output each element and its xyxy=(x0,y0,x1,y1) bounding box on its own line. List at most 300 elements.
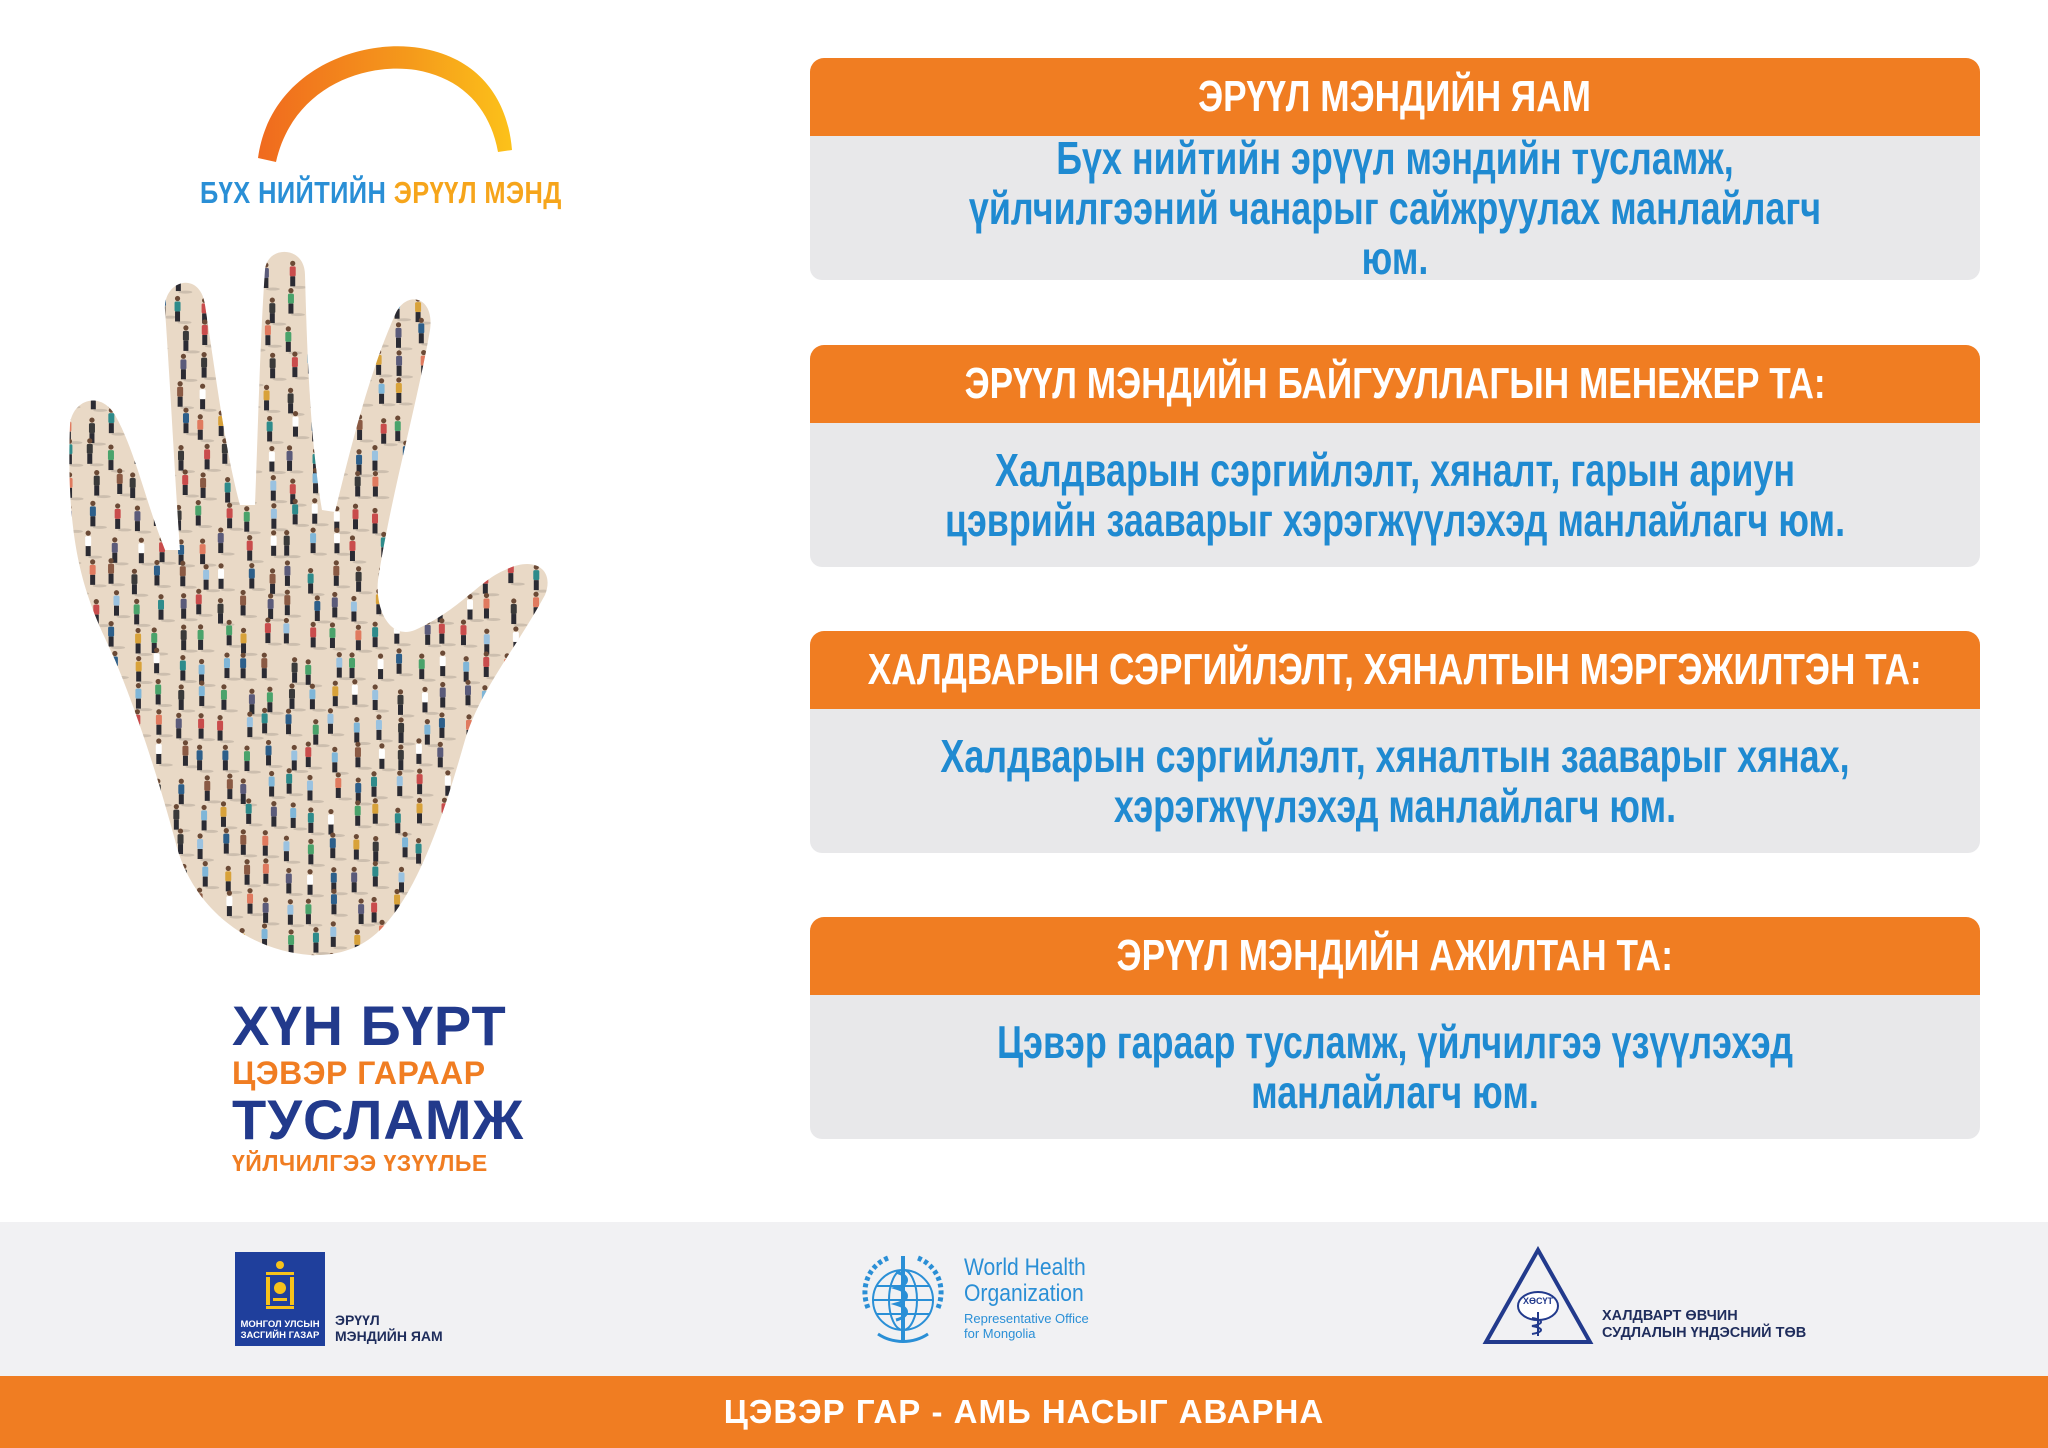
person-figure xyxy=(422,381,439,409)
card-body xyxy=(810,995,1980,1139)
person-figure xyxy=(685,778,702,806)
person-figure xyxy=(551,538,568,566)
person-figure xyxy=(114,955,131,960)
person-figure xyxy=(547,505,564,533)
person-figure xyxy=(658,439,675,467)
person-figure xyxy=(530,263,547,291)
person-figure xyxy=(444,323,461,351)
person-figure xyxy=(572,776,589,804)
person-figure xyxy=(488,504,505,532)
person-figure xyxy=(465,768,482,796)
person-figure xyxy=(643,807,660,835)
person-figure xyxy=(218,410,235,438)
person-figure xyxy=(556,386,573,414)
person-figure xyxy=(489,893,506,921)
person-figure xyxy=(534,714,551,742)
ministry-name-line2: МЭНДИЙН ЯАМ xyxy=(335,1328,443,1344)
person-figure xyxy=(658,412,675,440)
person-figure xyxy=(222,438,239,466)
person-figure xyxy=(658,384,675,412)
person-figure xyxy=(658,710,675,738)
person-figure xyxy=(616,355,633,383)
person-figure xyxy=(665,502,682,530)
card-text: Халдварын сэргийлэлт, хяналтын зааварыг хянах, хэрэгжүүлэхэд манлайлагч юм. xyxy=(940,730,1850,832)
person-figure xyxy=(529,477,546,505)
person-figure xyxy=(159,449,176,477)
person-figure xyxy=(376,954,393,960)
person-figure xyxy=(600,539,617,567)
person-figure xyxy=(637,887,654,915)
person-figure xyxy=(511,951,528,960)
person-figure xyxy=(573,653,590,681)
person-figure xyxy=(107,833,124,861)
person-figure xyxy=(423,953,440,960)
person-figure xyxy=(615,718,632,746)
person-figure xyxy=(642,717,659,745)
person-figure xyxy=(152,381,169,409)
person-figure xyxy=(636,685,653,713)
person-figure xyxy=(132,746,149,774)
person-figure xyxy=(484,476,501,504)
person-figure xyxy=(663,648,680,676)
person-figure xyxy=(645,470,662,498)
person-figure xyxy=(577,625,594,653)
partner-ministry-of-health xyxy=(235,1252,443,1346)
person-figure xyxy=(504,351,521,379)
person-figure xyxy=(599,802,616,830)
person-figure xyxy=(552,716,569,744)
person-figure xyxy=(525,324,542,352)
person-figure xyxy=(483,839,500,867)
person-figure xyxy=(71,897,88,925)
mongolia-government-emblem xyxy=(235,1252,325,1346)
person-figure xyxy=(666,950,683,960)
person-figure xyxy=(708,770,720,798)
person-figure xyxy=(623,269,640,297)
person-figure xyxy=(621,678,638,706)
person-figure xyxy=(598,956,615,960)
nccd-name xyxy=(1602,1308,1806,1342)
person-figure xyxy=(569,597,586,625)
person-figure xyxy=(402,263,419,291)
person-figure xyxy=(571,473,588,501)
person-figure xyxy=(240,413,257,441)
info-card-health-worker xyxy=(810,917,1980,1139)
person-figure xyxy=(640,652,657,680)
who-name-line1: World Health xyxy=(964,1254,1086,1281)
person-figure xyxy=(513,740,530,768)
person-figure xyxy=(701,440,718,468)
person-figure xyxy=(643,442,660,470)
person-figure xyxy=(703,349,720,377)
card-header xyxy=(810,345,1980,423)
person-figure xyxy=(661,293,678,321)
person-figure xyxy=(504,528,521,556)
person-figure xyxy=(664,893,681,921)
person-figure xyxy=(91,325,108,353)
person-figure xyxy=(489,447,506,475)
person-figure xyxy=(136,861,153,889)
person-figure xyxy=(666,680,683,708)
person-figure xyxy=(485,288,502,316)
person-figure xyxy=(422,469,439,497)
card-title: ЭРҮҮЛ МЭНДИЙН АЖИЛТАН ТА: xyxy=(1116,931,1674,980)
person-figure xyxy=(68,264,85,292)
person-figure xyxy=(526,446,543,474)
person-figure xyxy=(310,954,327,960)
person-figure xyxy=(681,409,698,437)
person-figure xyxy=(89,864,106,892)
person-figure xyxy=(314,325,331,353)
who-name-line2: Organization xyxy=(964,1280,1084,1307)
person-figure xyxy=(687,798,704,826)
person-figure xyxy=(685,619,702,647)
person-figure xyxy=(532,359,549,387)
person-figure xyxy=(483,322,500,350)
person-figure xyxy=(329,953,346,960)
person-figure xyxy=(709,739,720,767)
person-figure xyxy=(596,479,613,507)
person-figure xyxy=(636,862,653,890)
person-figure xyxy=(681,568,698,596)
person-figure xyxy=(556,768,573,796)
person-figure xyxy=(491,919,508,947)
person-figure xyxy=(218,269,235,297)
person-figure xyxy=(706,654,720,682)
person-figure xyxy=(645,595,662,623)
person-figure xyxy=(621,620,638,648)
ministry-name-line1: ЭРҮҮЛ xyxy=(335,1312,380,1328)
person-figure xyxy=(601,628,618,656)
person-figure xyxy=(708,261,720,289)
person-figure xyxy=(90,712,107,740)
person-figure xyxy=(423,411,440,439)
person-figure xyxy=(711,867,720,895)
person-figure xyxy=(704,828,720,856)
person-figure xyxy=(595,776,612,804)
person-figure xyxy=(420,508,437,536)
person-figure xyxy=(572,537,589,565)
person-figure xyxy=(710,596,720,624)
person-figure xyxy=(549,347,566,375)
person-figure xyxy=(67,318,84,346)
person-figure xyxy=(108,747,125,775)
person-figure xyxy=(511,775,528,803)
person-figure xyxy=(550,320,567,348)
person-figure xyxy=(218,352,235,380)
person-figure xyxy=(597,678,614,706)
person-figure xyxy=(466,748,483,776)
person-figure xyxy=(447,898,464,926)
person-figure xyxy=(527,679,544,707)
person-figure xyxy=(591,595,608,623)
person-figure xyxy=(482,685,499,713)
campaign-logo xyxy=(190,30,590,220)
person-figure xyxy=(328,411,345,439)
person-figure xyxy=(176,952,193,960)
person-figure xyxy=(636,748,653,776)
person-figure xyxy=(86,626,103,654)
person-figure xyxy=(64,833,81,861)
person-figure xyxy=(553,558,570,586)
person-figure xyxy=(484,417,501,445)
person-figure xyxy=(108,798,125,826)
person-figure xyxy=(379,920,396,948)
person-figure xyxy=(153,500,170,528)
person-figure xyxy=(618,745,635,773)
person-figure xyxy=(466,714,483,742)
person-figure xyxy=(577,896,594,924)
person-figure xyxy=(617,920,634,948)
person-figure xyxy=(551,862,568,890)
person-figure xyxy=(330,359,347,387)
person-figure xyxy=(488,798,505,826)
person-figure xyxy=(510,862,527,890)
person-figure xyxy=(598,503,615,531)
person-figure xyxy=(576,927,593,955)
footer-slogan: ЦЭВЭР ГАР - АМЬ НАСЫГ АВАРНА xyxy=(723,1393,1325,1430)
person-figure xyxy=(73,866,90,894)
person-figure xyxy=(504,326,521,354)
person-figure xyxy=(403,441,420,469)
person-figure xyxy=(664,324,681,352)
person-figure xyxy=(636,559,653,587)
person-figure xyxy=(600,329,617,357)
soyombo-icon xyxy=(263,1260,297,1310)
person-figure xyxy=(621,831,638,859)
person-figure xyxy=(548,959,565,960)
person-figure xyxy=(533,862,550,890)
person-figure xyxy=(504,893,521,921)
person-figure xyxy=(442,861,459,889)
person-figure xyxy=(65,625,82,653)
person-figure xyxy=(509,509,526,537)
person-figure xyxy=(437,836,454,864)
card-text: Халдварын сэргийлэлт, хяналт, гарын ариун цэврийн зааварыг хэрэгжүүлэхэд манлайлагч юм. xyxy=(944,444,1846,546)
person-figure xyxy=(459,387,476,415)
rainbow-arc-icon xyxy=(240,30,530,170)
person-figure xyxy=(621,419,638,447)
person-figure xyxy=(636,924,653,952)
person-figure xyxy=(130,770,147,798)
person-figure xyxy=(69,597,86,625)
slogan-line-4: ҮЙЛЧИЛГЭЭ ҮЗҮҮЛЬЕ xyxy=(232,1150,488,1176)
slogan-line-2: ЦЭВЭР ГАРААР xyxy=(232,1055,486,1091)
person-figure xyxy=(350,289,367,317)
person-figure xyxy=(397,567,414,595)
person-figure xyxy=(63,800,80,828)
person-figure xyxy=(94,894,111,922)
partner-logos-band xyxy=(0,1222,2048,1378)
person-figure xyxy=(108,382,125,410)
person-figure xyxy=(109,773,126,801)
person-figure xyxy=(577,417,594,445)
person-figure xyxy=(533,536,550,564)
person-figure xyxy=(640,299,657,327)
person-figure xyxy=(112,298,129,326)
person-figure xyxy=(459,353,476,381)
person-figure xyxy=(532,414,549,442)
person-figure xyxy=(686,897,703,925)
person-figure xyxy=(555,620,572,648)
person-figure xyxy=(225,289,242,317)
person-figure xyxy=(88,769,105,797)
person-figure xyxy=(441,539,458,567)
person-figure xyxy=(618,298,635,326)
person-figure xyxy=(244,380,261,408)
person-figure xyxy=(554,589,571,617)
person-figure xyxy=(442,798,459,826)
person-figure xyxy=(91,349,108,377)
person-figure xyxy=(682,951,699,960)
person-figure xyxy=(350,959,367,960)
person-figure xyxy=(687,298,704,326)
nccd-name-line1: ХАЛДВАРТ ӨВЧИН xyxy=(1602,1308,1738,1324)
person-figure xyxy=(130,379,147,407)
person-figure xyxy=(618,569,635,597)
person-figure xyxy=(554,895,571,923)
person-figure xyxy=(571,568,588,596)
person-figure xyxy=(641,352,658,380)
person-figure xyxy=(704,620,720,648)
person-figure xyxy=(622,503,639,531)
person-figure xyxy=(557,828,574,856)
partner-nccd xyxy=(1482,1246,1806,1346)
person-figure xyxy=(595,864,612,892)
person-figure xyxy=(660,779,677,807)
hand-illustration xyxy=(60,250,720,960)
info-card-ministry xyxy=(810,58,1980,284)
person-figure xyxy=(513,261,530,289)
person-figure xyxy=(158,929,175,957)
person-figure xyxy=(617,649,634,677)
person-figure xyxy=(592,441,609,469)
person-figure xyxy=(88,652,105,680)
person-figure xyxy=(134,438,151,466)
person-figure xyxy=(687,869,704,897)
person-figure xyxy=(535,892,552,920)
who-sub-line1: Representative Office xyxy=(964,1311,1089,1326)
person-figure xyxy=(598,923,615,951)
person-figure xyxy=(442,477,459,505)
person-figure xyxy=(481,355,498,383)
person-figure xyxy=(444,259,461,287)
person-figure xyxy=(468,860,485,888)
person-figure xyxy=(635,948,652,960)
person-figure xyxy=(620,770,637,798)
person-figure xyxy=(87,263,104,291)
person-figure xyxy=(574,799,591,827)
person-figure xyxy=(703,380,720,408)
person-figure xyxy=(89,747,106,775)
person-figure xyxy=(679,389,696,417)
person-figure xyxy=(709,469,720,497)
person-figure xyxy=(619,899,636,927)
person-figure xyxy=(662,538,679,566)
person-figure xyxy=(511,410,528,438)
person-figure xyxy=(222,321,239,349)
who-name xyxy=(964,1255,1102,1341)
person-figure xyxy=(152,352,169,380)
person-figure xyxy=(508,923,525,951)
person-figure xyxy=(315,263,332,291)
person-figure xyxy=(70,653,87,681)
person-figure xyxy=(705,508,720,536)
person-figure xyxy=(576,832,593,860)
card-text: Бүх нийтийн эрүүл мэндийн тусламж, үйлчилгээний чанарыг сайжруулах манлайлагч юм. xyxy=(968,132,1822,284)
info-card-manager xyxy=(810,345,1980,567)
person-figure xyxy=(466,295,483,323)
person-figure xyxy=(465,470,482,498)
person-figure xyxy=(136,954,153,960)
person-figure xyxy=(418,929,435,957)
person-figure xyxy=(660,806,677,834)
person-figure xyxy=(597,358,614,386)
person-figure xyxy=(490,530,507,558)
person-figure xyxy=(504,477,521,505)
person-figure xyxy=(572,506,589,534)
person-figure xyxy=(709,708,720,736)
card-body xyxy=(810,132,1980,284)
person-figure xyxy=(597,888,614,916)
person-figure xyxy=(548,447,565,475)
person-figure xyxy=(657,477,674,505)
person-figure xyxy=(201,263,218,291)
person-figure xyxy=(288,959,305,960)
person-figure xyxy=(464,889,481,917)
person-figure xyxy=(92,833,109,861)
person-figure xyxy=(89,688,106,716)
person-figure xyxy=(357,262,374,290)
person-figure xyxy=(636,320,653,348)
person-figure xyxy=(708,687,720,715)
person-figure xyxy=(504,653,521,681)
person-figure xyxy=(402,534,419,562)
person-figure xyxy=(574,717,591,745)
person-figure xyxy=(115,327,132,355)
person-figure xyxy=(200,925,217,953)
card-header xyxy=(810,631,1980,709)
person-figure xyxy=(635,835,652,863)
person-figure xyxy=(528,801,545,829)
person-figure xyxy=(594,707,611,735)
person-figure xyxy=(683,528,700,556)
person-figure xyxy=(528,288,545,316)
person-figure xyxy=(108,923,125,951)
person-figure xyxy=(332,261,349,289)
person-figure xyxy=(598,415,615,443)
person-figure xyxy=(329,291,346,319)
person-figure xyxy=(681,262,698,290)
person-figure xyxy=(573,382,590,410)
person-figure xyxy=(621,807,638,835)
person-figure xyxy=(504,716,521,744)
person-figure xyxy=(421,350,438,378)
person-figure xyxy=(703,328,720,356)
person-figure xyxy=(642,265,659,293)
person-figure xyxy=(683,441,700,469)
hand-of-people-icon xyxy=(60,250,720,960)
person-figure xyxy=(153,894,170,922)
person-figure xyxy=(659,832,676,860)
person-figure xyxy=(504,830,521,858)
person-figure xyxy=(158,258,175,286)
card-title: ЭРҮҮЛ МЭНДИЙН ЯАМ xyxy=(1198,72,1592,121)
person-figure xyxy=(71,356,88,384)
person-figure xyxy=(442,383,459,411)
person-figure xyxy=(619,382,636,410)
person-figure xyxy=(685,679,702,707)
